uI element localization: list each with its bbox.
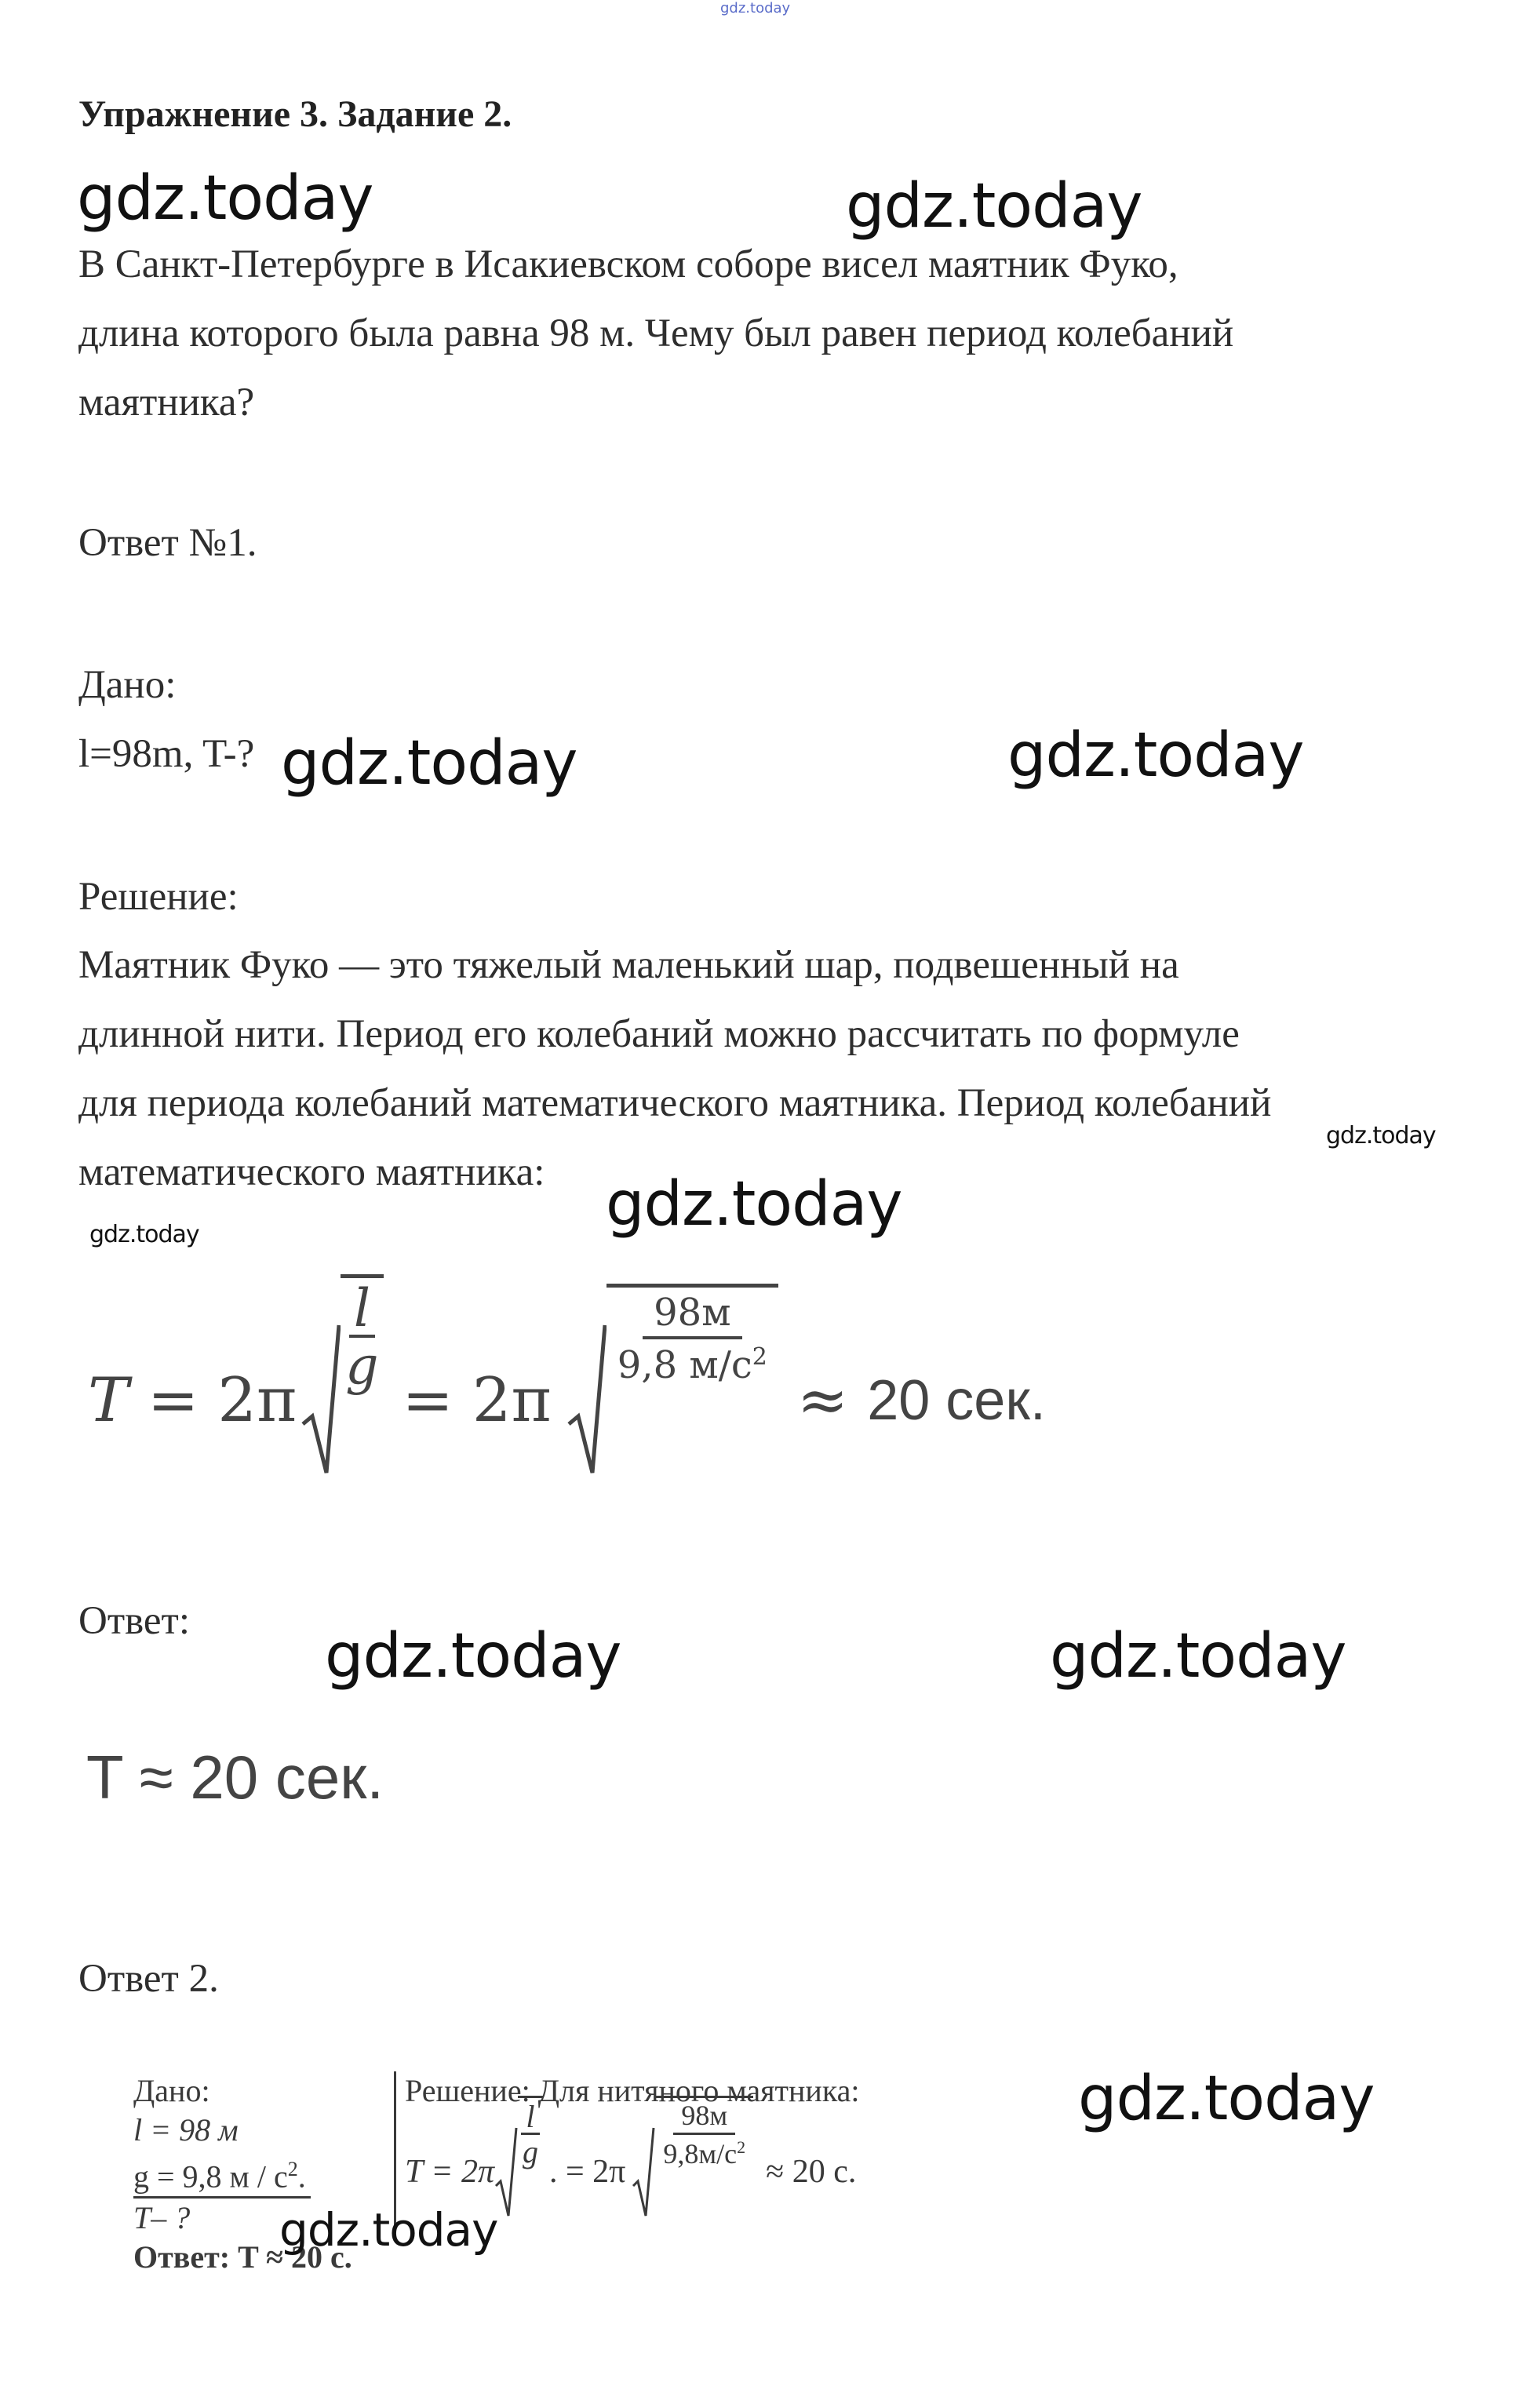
watermark: gdz.today (1326, 1122, 1436, 1149)
block2-fraction-numeric (655, 2096, 753, 2170)
watermark: gdz.today (1050, 1621, 1346, 1692)
fraction-numerator: l (349, 1283, 375, 1338)
question-line: маятника? (78, 381, 255, 424)
block2-formula-mid: . = 2π (548, 2154, 626, 2190)
period-formula (88, 1278, 1046, 1491)
watermark: gdz.today (846, 171, 1142, 242)
answer2-heading: Ответ 2. (78, 1957, 219, 2001)
given-find: T– ? (133, 2200, 191, 2236)
top-watermark: gdz.today (720, 0, 791, 16)
formula-two-pi: 2π (217, 1365, 297, 1436)
watermark: gdz.today (77, 163, 373, 234)
fraction-numerator-value: 98м (643, 1294, 741, 1339)
block2-denominator-text: 9,8м/с (663, 2137, 738, 2169)
solution-label: Решение: (78, 875, 239, 919)
block2-numerator: l (521, 2101, 539, 2135)
gravity-exponent: 2 (287, 2158, 298, 2180)
solution-line: длинной нити. Период его колебаний можно рассчитать по формуле (78, 1012, 1240, 1056)
watermark: gdz.today (606, 1169, 902, 1240)
solution-line: математического маятника: (78, 1150, 545, 1194)
page-title: Упражнение 3. Задание 2. (78, 93, 512, 135)
solution-line: для периода колебаний математического маятника. Период колебаний (78, 1081, 1272, 1125)
gravity-dot: . (297, 2158, 306, 2195)
watermark: gdz.today (89, 1221, 199, 1248)
fraction-denominator-value (607, 1339, 778, 1386)
block2-denominator-value (655, 2135, 753, 2170)
block2-numerator-value: 98м (673, 2101, 735, 2135)
watermark: gdz.today (281, 728, 577, 799)
given-label: Дано: (78, 663, 177, 707)
formula-fraction-symbolic (341, 1274, 383, 1395)
watermark: gdz.today (325, 1621, 621, 1692)
watermark: gdz.today (279, 2203, 498, 2257)
solution-text (78, 931, 1271, 1207)
fraction-denominator: g (345, 1335, 379, 1397)
given-length: l = 98 м (133, 2112, 239, 2148)
formula-sqrt-numeric (567, 1290, 778, 1479)
radical-sign-icon (567, 1322, 607, 1479)
given-gravity (133, 2150, 311, 2199)
block2-denominator: g (522, 2134, 538, 2169)
given-value: l=98m, T-? (78, 732, 255, 776)
formula-fraction-numeric (607, 1284, 778, 1386)
radical-sign-icon (632, 2125, 655, 2219)
formula-result: 20 сек. (867, 1369, 1046, 1432)
block2-fraction-symbolic (518, 2096, 543, 2169)
block2-sqrt-symbolic (494, 2099, 543, 2219)
question-text (78, 230, 1233, 437)
formula-sqrt-symbolic (301, 1278, 383, 1479)
formula-equals: = (148, 1365, 199, 1436)
answer2-block (133, 2071, 981, 2307)
block2-sqrt-numeric (632, 2099, 753, 2219)
radical-sign-icon (301, 1322, 341, 1479)
radical-sign-icon (494, 2125, 518, 2219)
watermark: gdz.today (1078, 2064, 1375, 2134)
formula-approx: ≈ (796, 1365, 849, 1436)
answer1-heading: Ответ №1. (78, 521, 257, 565)
formula-two-pi-2: 2π (472, 1365, 552, 1436)
gravity-text: g = 9,8 м / с (133, 2158, 288, 2195)
given-title: Дано: (133, 2073, 210, 2108)
watermark: gdz.today (1007, 720, 1304, 791)
block2-answer: Ответ: T ≈ 20 с. (133, 2239, 352, 2275)
question-line: длина которого была равна 98 м. Чему был равен период колебаний (78, 311, 1234, 355)
solution-title-2: Решение: Для нитяного маятника: (405, 2073, 860, 2108)
denominator-exponent: 2 (752, 1342, 767, 1371)
block2-denominator-exponent: 2 (737, 2137, 746, 2157)
block2-formula-result: ≈ 20 с. (766, 2154, 857, 2190)
answer-label: Ответ: (78, 1599, 190, 1643)
denominator-text: 9,8 м/с (617, 1342, 752, 1387)
question-line: В Санкт-Петербурге в Исакиевском соборе висел маятник Фуко, (78, 242, 1178, 286)
block2-formula-lhs: T = 2π (405, 2154, 494, 2190)
formula-equals-2: = (402, 1365, 454, 1436)
solution-line: Маятник Фуко — это тяжелый маленький шар, подвешенный на (78, 943, 1179, 987)
final-answer: T ≈ 20 сек. (86, 1743, 384, 1812)
formula-lhs: T (88, 1365, 129, 1436)
